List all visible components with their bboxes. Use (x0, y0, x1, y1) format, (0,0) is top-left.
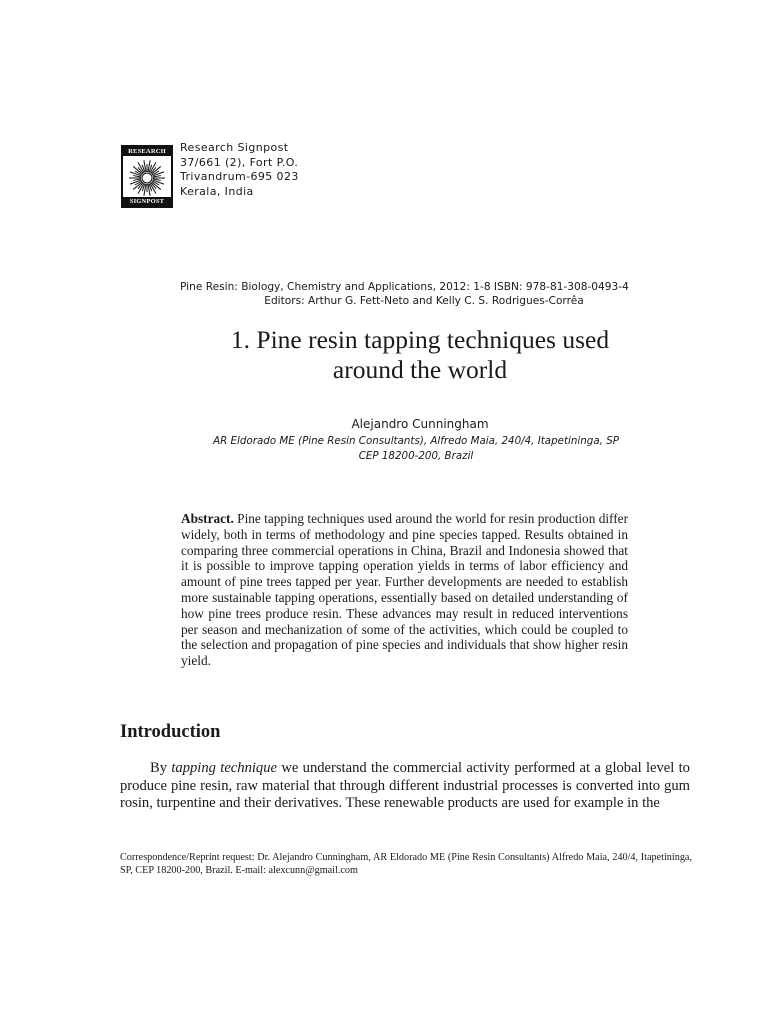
affiliation-line-2: CEP 18200-200, Brazil (358, 450, 474, 462)
introduction-paragraph (120, 760, 690, 813)
publisher-address-line-3: Kerala, India (180, 184, 254, 198)
intro-term: tapping technique (171, 760, 277, 776)
correspondence-footnote: Correspondence/Reprint request: Dr. Alejandro Cunningham, AR Eldorado ME (Pine Resin Consultants) Alfredo Maia, 240/4, Itapetininga, SP, CEP 18200-200, Brazil. E-mail: alexcunn@gmail.com (120, 852, 692, 876)
abstract-label: Abstract. (181, 511, 234, 526)
book-citation: Pine Resin: Biology, Chemistry and Applications, 2012: 1-8 ISBN: 978-81-308-0493-4 (180, 281, 629, 293)
publisher-address (180, 141, 299, 199)
abstract-text: Pine tapping techniques used around the world for resin production differ widely, both in terms of methodology and pine species tapped. Results obtained in comparing three commercial operations in China, Brazil and Indonesia showed that it is possible to improve tapping operation yields in terms of labor efficiency and amount of pine trees tapped per year. Further developments are needed to establish more sustainable tapping operations, essentially based on detailed understanding of how pine trees produce resin. These advances may result in reduced interventions per season and mechanization of some of the activities, which could be coupled to the selection and propagation of pine species and individuals that show higher resin yield. (181, 511, 628, 669)
book-editors: Editors: Arthur G. Fett-Neto and Kelly C. S. Rodrigues-Corrêa (264, 295, 584, 307)
chapter-title-line-2: around the world (332, 355, 508, 384)
intro-text: we understand the commercial activity performed at a global level to produce pine resin, raw material that through different industrial processes is converted into gum rosin, turpentine and their derivatives. These renewable products are used for example in the (120, 760, 690, 811)
affiliation-line-1: AR Eldorado ME (Pine Resin Consultants), Alfredo Maia, 240/4, Itapetininga, SP (213, 435, 619, 447)
author-name: Alejandro Cunningham (351, 417, 489, 431)
chapter-title-line-1: 1. Pine resin tapping techniques used (230, 325, 610, 354)
publisher-name: Research Signpost (180, 141, 289, 154)
chapter-title (120, 325, 720, 385)
author-affiliation (186, 434, 646, 464)
logo-top-text: RESEARCH (123, 147, 171, 156)
intro-lead: By (150, 760, 172, 776)
logo-bottom-text: SIGNPOST (123, 197, 171, 206)
abstract (181, 511, 628, 669)
sunburst-icon (127, 158, 167, 198)
section-heading-introduction: Introduction (120, 722, 221, 742)
research-signpost-logo (121, 145, 173, 208)
publisher-address-line-2: Trivandrum-695 023 (180, 170, 299, 183)
publisher-address-line-1: 37/661 (2), Fort P.O. (180, 155, 299, 169)
